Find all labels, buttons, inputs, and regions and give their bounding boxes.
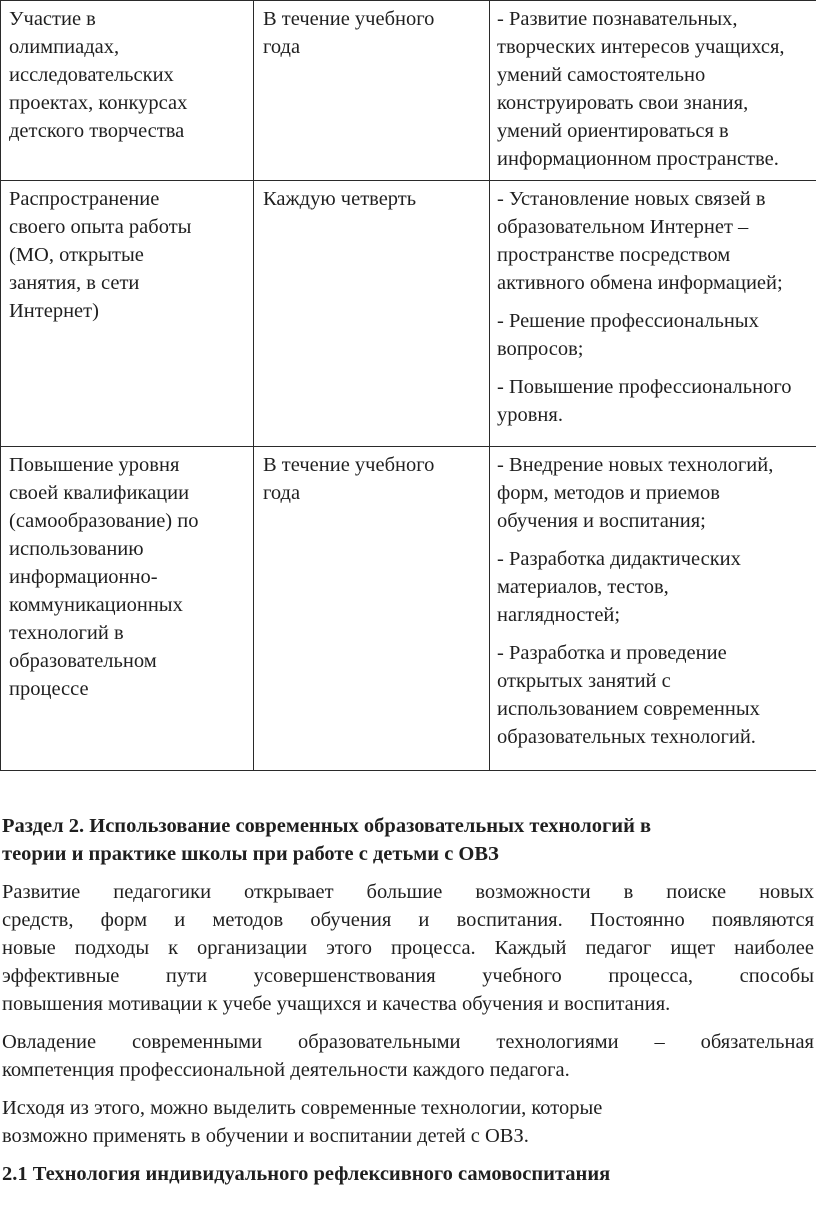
section-separator: . (79, 815, 90, 837)
text-line: конструировать свои знания, (497, 92, 749, 114)
result-item (497, 307, 816, 363)
paragraph (2, 1028, 814, 1084)
text-line: (МО, открытые (9, 244, 144, 266)
heading-line (2, 812, 814, 840)
text-line: компетенция профессиональной деятельности каждого педагога. (2, 1059, 570, 1081)
text-line: технологий в (9, 622, 124, 644)
timing-cell (254, 1, 490, 181)
text-line: года (263, 482, 301, 504)
text-line: Развитие педагогики открывает большие возможности в поиске новых (2, 881, 814, 903)
table-row (1, 181, 816, 447)
text-line: Распространение (9, 188, 160, 210)
activity-cell (1, 447, 254, 771)
text-line: образовательных технологий. (497, 726, 756, 748)
text-line: Каждую четверть (263, 188, 417, 210)
activity-cell (1, 1, 254, 181)
text-line: Участие в (9, 8, 96, 30)
text-line: - Внедрение новых технологий, (497, 454, 774, 476)
text-line: года (263, 36, 301, 58)
text-line: возможно применять в обучении и воспитании детей с ОВЗ. (2, 1125, 529, 1147)
table-row (1, 447, 816, 771)
result-item (497, 639, 816, 751)
text-line: повышения мотивации к учебе учащихся и качества обучения и воспитания. (2, 993, 671, 1015)
text-line: своего опыта работы (9, 216, 192, 238)
text-line: форм, методов и приемов (497, 482, 720, 504)
results-cell (490, 447, 816, 771)
text-line: открытых занятий с (497, 670, 671, 692)
result-item (497, 5, 816, 173)
text-line: - Установление новых связей в (497, 188, 766, 210)
text-line: пространстве посредством (497, 244, 731, 266)
result-item (497, 451, 816, 535)
text-line: средств, форм и методов обучения и воспитания. Постоянно появляются (2, 909, 814, 931)
table-row (1, 1, 816, 181)
text-line: наглядностей; (497, 604, 621, 626)
text-line: - Решение профессиональных (497, 310, 759, 332)
results-cell (490, 1, 816, 181)
text-line: материалов, тестов, (497, 576, 669, 598)
text-line: проектах, конкурсах (9, 92, 188, 114)
result-item (497, 545, 816, 629)
text-line: - Развитие познавательных, (497, 8, 738, 30)
results-cell (490, 181, 816, 447)
text-line: процессе (9, 678, 89, 700)
text-line: Повышение уровня (9, 454, 180, 476)
text-line: уровня. (497, 404, 563, 426)
text-line: информационном пространстве. (497, 148, 779, 170)
text-line: новые подходы к организации этого процесса. Каждый педагог ищет наиболее (2, 937, 814, 959)
text-line: умений самостоятельно (497, 64, 706, 86)
section-label: Раздел 2 (2, 815, 79, 837)
section-heading (2, 812, 814, 868)
text-line: использованию (9, 538, 144, 560)
text-line: Исходя из этого, можно выделить современные технологии, которые (2, 1097, 603, 1119)
section-title-line1: Использование современных образовательных технологий в (89, 815, 652, 837)
text-line: Овладение современными образовательными технологиями – обязательная (2, 1031, 814, 1053)
text-line: эффективные пути усовершенствования учебного процесса, способы (2, 965, 814, 987)
text-line: - Повышение профессионального (497, 376, 792, 398)
text-line: исследовательских (9, 64, 174, 86)
text-line: - Разработка и проведение (497, 642, 727, 664)
text-line: активного обмена информацией; (497, 272, 783, 294)
paragraph (2, 878, 814, 1018)
text-line: образовательном (9, 650, 157, 672)
text-line: коммуникационных (9, 594, 183, 616)
text-line: информационно- (9, 566, 158, 588)
result-item (497, 185, 816, 297)
section-title-line2: теории и практике школы при работе с детьми с ОВЗ (2, 843, 499, 865)
text-line: В течение учебного (263, 454, 435, 476)
text-line: умений ориентироваться в (497, 120, 729, 142)
text-line: вопросов; (497, 338, 584, 360)
text-line: (самообразование) по (9, 510, 199, 532)
text-line: детского творчества (9, 120, 185, 142)
timing-cell (254, 447, 490, 771)
text-line: Интернет) (9, 300, 99, 322)
paragraph (2, 1094, 814, 1150)
subsection-heading: 2.1 Технология индивидуального рефлексивного самовоспитания (2, 1163, 611, 1185)
result-item (497, 373, 816, 429)
text-line: - Разработка дидактических (497, 548, 741, 570)
text-line: В течение учебного (263, 8, 435, 30)
text-line: занятия, в сети (9, 272, 140, 294)
text-line: своей квалификации (9, 482, 190, 504)
text-line: олимпиадах, (9, 36, 120, 58)
activity-cell (1, 181, 254, 447)
document-body (2, 812, 814, 1188)
text-line: использованием современных (497, 698, 760, 720)
timing-cell (254, 181, 490, 447)
text-line: творческих интересов учащихся, (497, 36, 785, 58)
text-line: образовательном Интернет – (497, 216, 749, 238)
text-line: обучения и воспитания; (497, 510, 706, 532)
